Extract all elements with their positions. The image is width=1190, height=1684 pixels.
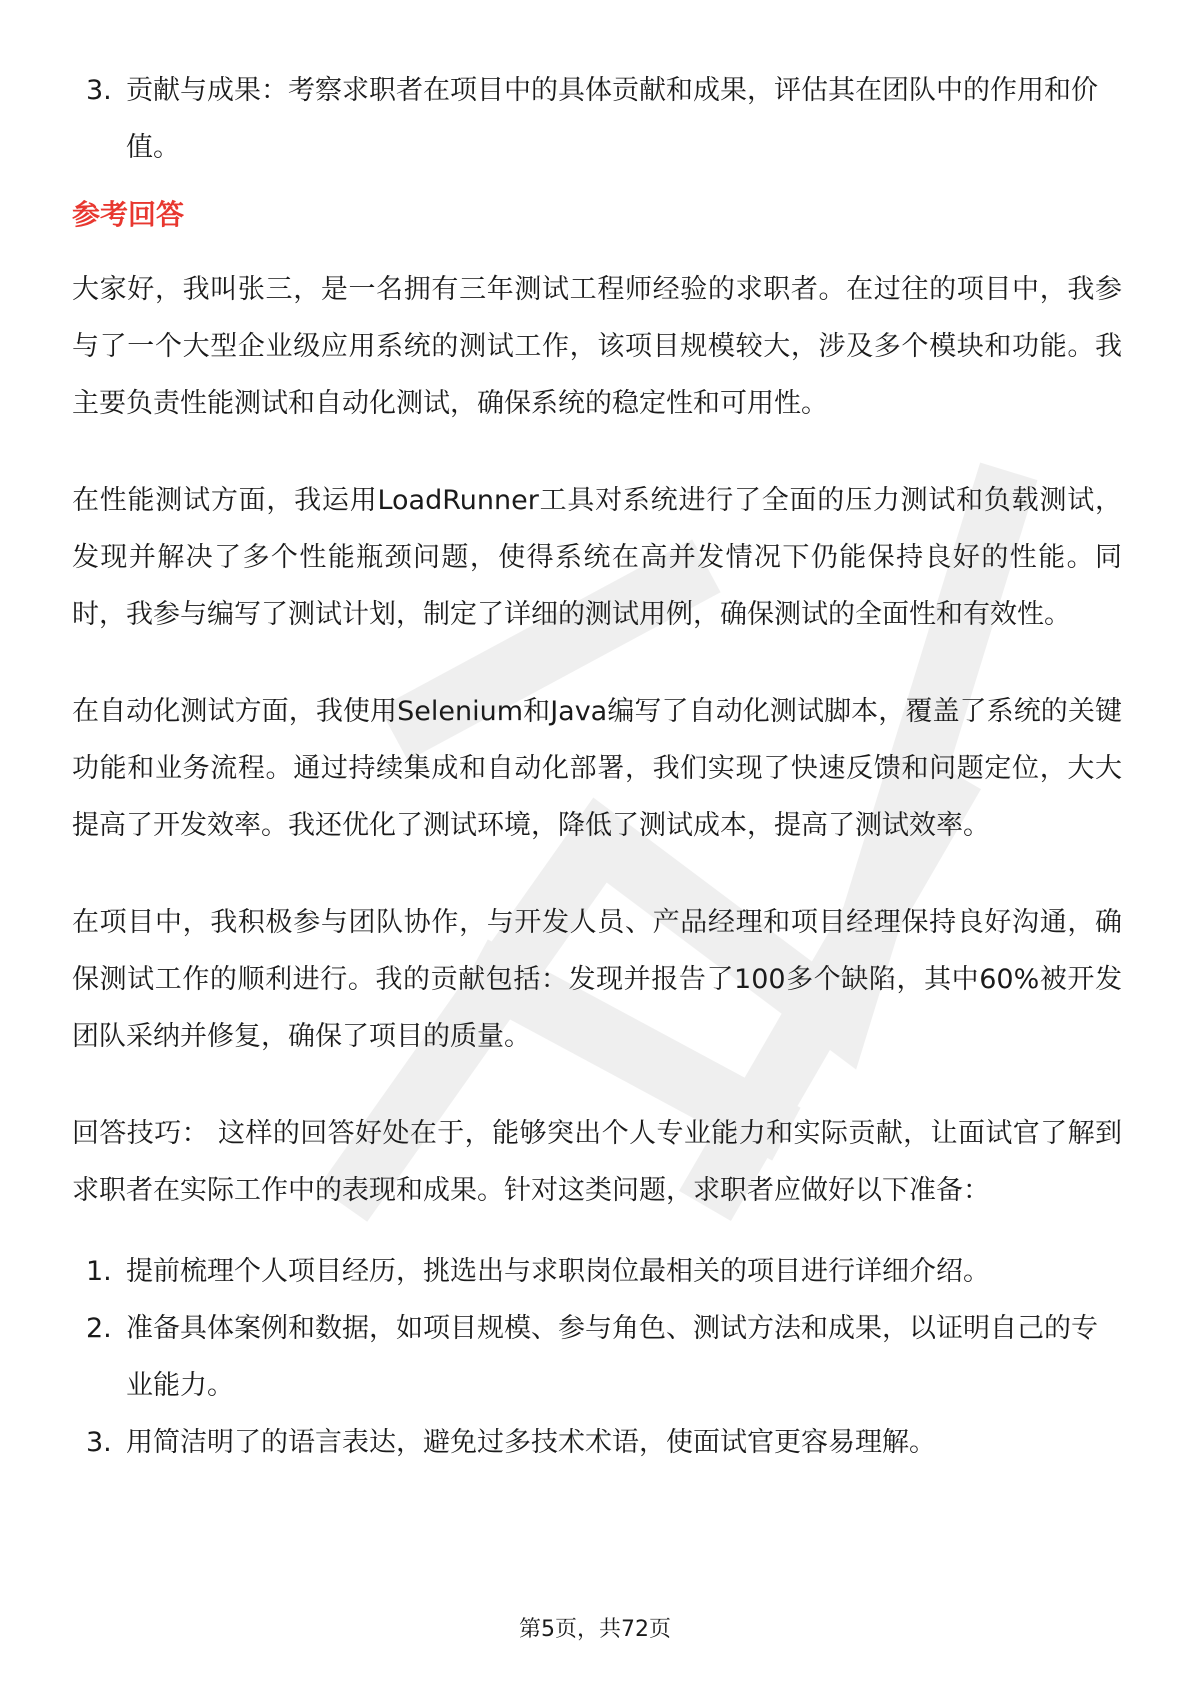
list-item [72,62,1122,176]
document-body [72,62,1122,1471]
list-item [72,1414,1122,1471]
list-number: 3. [86,75,112,106]
list-number: 3. [86,1427,112,1458]
list-text: 提前梳理个人项目经历，挑选出与求职岗位最相关的项目进行详细介绍。 [126,1256,990,1287]
list-text: 贡献与成果：考察求职者在项目中的具体贡献和成果，评估其在团队中的作用和价值。 [126,75,1098,163]
list-number: 1. [86,1256,112,1287]
list-text: 用简洁明了的语言表达，避免过多技术术语，使面试官更容易理解。 [126,1427,936,1458]
list-item [72,1300,1122,1414]
answer-paragraph-teamwork: 在项目中，我积极参与团队协作，与开发人员、产品经理和项目经理保持良好沟通，确保测试工作的顺利进行。我的贡献包括：发现并报告了100多个缺陷，其中60%被开发团队采纳并修复，确保了项目的质量。 [72,907,1122,1052]
tips-intro: 回答技巧： 这样的回答好处在于，能够突出个人专业能力和实际贡献，让面试官了解到求职者在实际工作中的表现和成果。针对这类问题，求职者应做好以下准备： [72,1118,1122,1206]
list-item [72,1243,1122,1300]
section-heading: 参考回答 [72,198,185,231]
answer-paragraph-automation: 在自动化测试方面，我使用Selenium和Java编写了自动化测试脚本，覆盖了系统的关键功能和业务流程。通过持续集成和自动化部署，我们实现了快速反馈和问题定位，大大提高了开发效率。我还优化了测试环境，降低了测试成本，提高了测试效率。 [72,696,1122,841]
answer-paragraph-intro: 大家好，我叫张三，是一名拥有三年测试工程师经验的求职者。在过往的项目中，我参与了一个大型企业级应用系统的测试工作，该项目规模较大，涉及多个模块和功能。我主要负责性能测试和自动化测试，确保系统的稳定性和可用性。 [72,274,1122,419]
answer-paragraph-performance: 在性能测试方面，我运用LoadRunner工具对系统进行了全面的压力测试和负载测试，发现并解决了多个性能瓶颈问题，使得系统在高并发情况下仍能保持良好的性能。同时，我参与编写了测试计划，制定了详细的测试用例，确保测试的全面性和有效性。 [72,485,1122,630]
list-number: 2. [86,1313,112,1344]
criteria-list [72,62,1122,176]
tips-list [72,1243,1122,1471]
page-footer: 第5页，共72页 [519,1617,671,1642]
list-text: 准备具体案例和数据，如项目规模、参与角色、测试方法和成果，以证明自己的专业能力。 [126,1313,1098,1401]
